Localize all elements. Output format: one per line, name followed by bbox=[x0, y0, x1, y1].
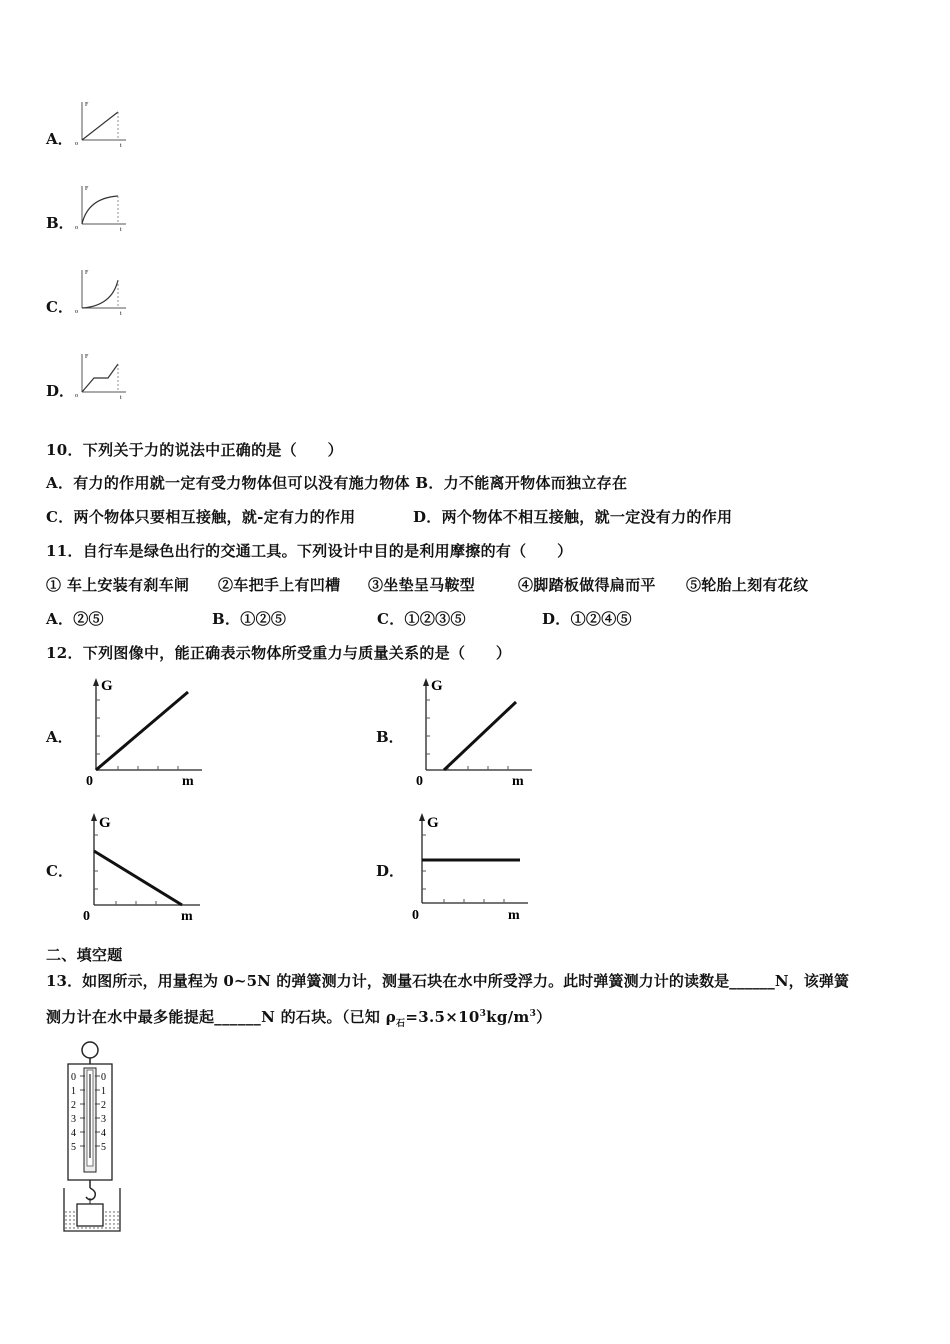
q9-option-c-label[interactable]: C． bbox=[46, 298, 73, 316]
scale-label-left: 2 bbox=[71, 1100, 76, 1111]
q12-axis-y: G bbox=[431, 678, 443, 694]
q11-item-2: ②车把手上有凹槽 bbox=[218, 576, 341, 594]
section-title: 二、填空题 bbox=[46, 946, 123, 964]
q12-option-b-label[interactable]: B． bbox=[376, 728, 404, 746]
q11-option-d[interactable]: D．①②④⑤ bbox=[542, 610, 632, 628]
q13-line2-unit: kg/m bbox=[486, 1008, 530, 1026]
q9-option-a-label[interactable]: A． bbox=[46, 130, 73, 148]
q10-stem: 10．下列关于力的说法中正确的是（ ） bbox=[46, 441, 343, 459]
scale-label-left: 4 bbox=[71, 1128, 76, 1139]
spring-scale-figure bbox=[56, 1038, 128, 1234]
q13-exp: 3 bbox=[479, 1009, 487, 1019]
scale-label-right: 5 bbox=[101, 1142, 106, 1153]
q11-item-5: ⑤轮胎上刻有花纹 bbox=[686, 576, 809, 594]
q10-options-ab[interactable]: A．有力的作用就一定有受力物体但可以没有施力物体 B．力不能离开物体而独立存在 bbox=[46, 474, 628, 492]
q12-axis-x: m bbox=[508, 908, 520, 923]
q11-option-c[interactable]: C．①②③⑤ bbox=[377, 610, 466, 628]
scale-label-right: 3 bbox=[101, 1114, 106, 1125]
q12-origin: 0 bbox=[412, 908, 419, 923]
q9-option-a-graph bbox=[74, 98, 130, 150]
q12-axis-x: m bbox=[181, 909, 193, 924]
q12-stem: 12．下列图像中，能正确表示物体所受重力与质量关系的是（ ） bbox=[46, 644, 512, 662]
q13-unit-exp: 3 bbox=[529, 1009, 537, 1019]
q11-option-a[interactable]: A．②⑤ bbox=[46, 610, 104, 628]
q12-axis-y: G bbox=[101, 678, 113, 694]
scale-label-right: 0 bbox=[101, 1072, 106, 1083]
q12-option-b-graph bbox=[410, 674, 540, 790]
scale-hook bbox=[86, 1188, 95, 1200]
q9-axis-y: F bbox=[85, 102, 89, 108]
q10-option-d[interactable]: D．两个物体不相互接触，就一定没有力的作用 bbox=[413, 508, 733, 526]
q12-axis-y: G bbox=[99, 815, 111, 831]
q13-line1: 13．如图所示，用量程为 0~5N 的弹簧测力计，测量石块在水中所受浮力。此时弹簧测力计的读数是______N，该弹簧 bbox=[46, 972, 850, 990]
q12-option-c-label[interactable]: C． bbox=[46, 862, 73, 880]
q9-option-b-label[interactable]: B． bbox=[46, 214, 74, 232]
q9-axis-x: t bbox=[120, 143, 122, 149]
q9-axis-y: F bbox=[85, 354, 89, 360]
q13-line2 bbox=[46, 1006, 551, 1029]
q11-item-3: ③坐垫呈马鞍型 bbox=[368, 576, 476, 594]
q12-axis-x: m bbox=[512, 774, 524, 789]
q9-origin: o bbox=[75, 393, 78, 399]
q9-axis-x: t bbox=[120, 311, 122, 317]
q12-option-d-graph bbox=[406, 809, 536, 925]
scale-label-left: 1 bbox=[71, 1086, 76, 1097]
q11-stem: 11．自行车是绿色出行的交通工具。下列设计中目的是利用摩擦的有（ ） bbox=[46, 542, 573, 560]
q9-axis-x: t bbox=[120, 395, 122, 401]
q12-option-c-graph bbox=[78, 809, 208, 925]
q9-axis-y: F bbox=[85, 186, 89, 192]
q9-option-b-graph bbox=[74, 182, 130, 234]
q9-origin: o bbox=[75, 141, 78, 147]
q9-axis-x: t bbox=[120, 227, 122, 233]
scale-label-left: 3 bbox=[71, 1114, 76, 1125]
q11-option-b[interactable]: B．①②⑤ bbox=[212, 610, 287, 628]
scale-label-left: 5 bbox=[71, 1142, 76, 1153]
q9-axis-y: F bbox=[85, 270, 89, 276]
q12-origin: 0 bbox=[86, 774, 93, 789]
q12-axis-y: G bbox=[427, 815, 439, 831]
scale-label-right: 2 bbox=[101, 1100, 106, 1111]
q13-line2-end: ） bbox=[536, 1008, 552, 1026]
q12-origin: 0 bbox=[416, 774, 423, 789]
q12-option-a-graph bbox=[80, 674, 210, 790]
q9-option-c-graph bbox=[74, 266, 130, 318]
q9-option-d-graph bbox=[74, 350, 130, 402]
q12-origin: 0 bbox=[83, 909, 90, 924]
q9-option-d-label[interactable]: D． bbox=[46, 382, 75, 400]
q13-line2-mid: =3.5×10 bbox=[405, 1008, 480, 1026]
q12-option-a-label[interactable]: A． bbox=[46, 728, 73, 746]
scale-label-right: 4 bbox=[101, 1128, 106, 1139]
q12-option-d-label[interactable]: D． bbox=[376, 862, 405, 880]
stone-block bbox=[77, 1204, 103, 1226]
q9-origin: o bbox=[75, 225, 78, 231]
scale-ring bbox=[82, 1042, 98, 1058]
q13-rho-sub: 石 bbox=[396, 1019, 406, 1029]
scale-label-left: 0 bbox=[71, 1072, 76, 1083]
q9-origin: o bbox=[75, 309, 78, 315]
q13-line2-pre: 测力计在水中最多能提起______N 的石块。（已知 ρ bbox=[46, 1008, 397, 1026]
scale-label-right: 1 bbox=[101, 1086, 106, 1097]
q11-item-4: ④脚踏板做得扁而平 bbox=[518, 576, 656, 594]
q10-option-c[interactable]: C．两个物体只要相互接触，就-定有力的作用 bbox=[46, 508, 356, 526]
q12-axis-x: m bbox=[182, 774, 194, 789]
q11-item-1: ① 车上安装有刹车闸 bbox=[46, 576, 190, 594]
